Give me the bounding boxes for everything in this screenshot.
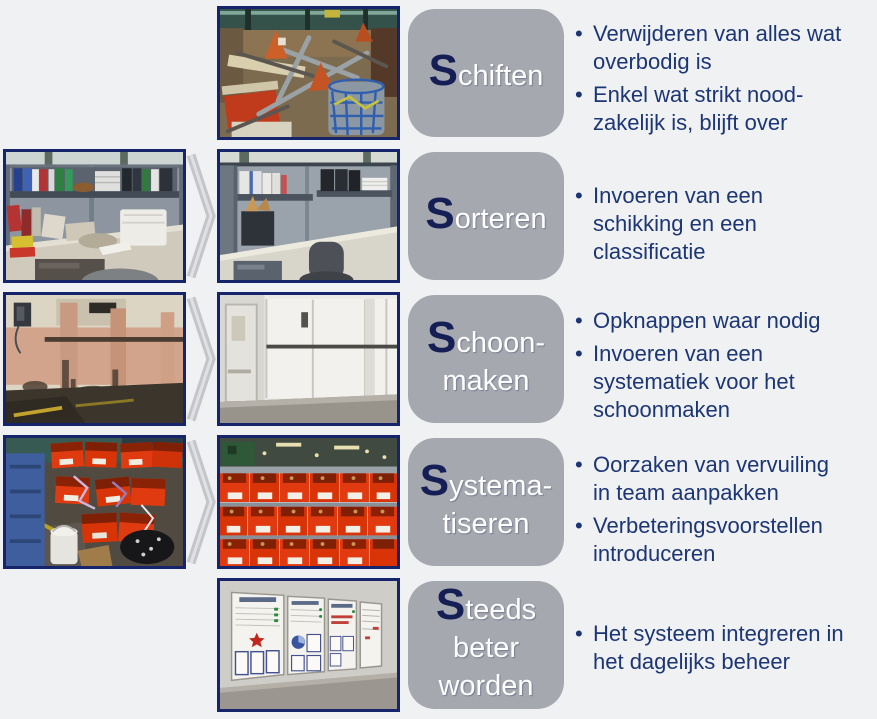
clean-wall-image bbox=[220, 295, 397, 423]
term-block-systematiseren bbox=[408, 438, 564, 566]
bullet-line: schikking en een bbox=[593, 211, 757, 236]
term-text: chiften bbox=[457, 59, 544, 92]
term-text: tiseren bbox=[442, 507, 530, 540]
term-text: choon- bbox=[456, 326, 546, 359]
information-boards-image bbox=[220, 581, 397, 709]
term-text: teeds bbox=[465, 593, 537, 626]
bullet-line: Opknappen waar nodig bbox=[593, 308, 821, 333]
photo-before-sorteren bbox=[3, 149, 186, 283]
term-block-schiften bbox=[408, 9, 564, 137]
bullet-list-sorteren bbox=[575, 182, 873, 271]
photo-before-systematiseren bbox=[3, 435, 186, 569]
bullet-line: Verbeteringsvoorstellen bbox=[593, 513, 823, 538]
term-line bbox=[425, 188, 547, 238]
term-initial: S bbox=[428, 45, 458, 95]
bullet-line: het dagelijks beheer bbox=[593, 649, 790, 674]
term-block-sorteren bbox=[408, 152, 564, 280]
term-line bbox=[428, 45, 544, 95]
bullet-line: Enkel wat strikt nood- bbox=[593, 82, 804, 107]
bullet-item bbox=[575, 81, 873, 137]
bullet-item bbox=[575, 620, 873, 676]
before-after-arrow-icon bbox=[185, 294, 216, 424]
photo-after-systematiseren bbox=[217, 435, 400, 569]
photo-after-steeds-beter-worden bbox=[217, 578, 400, 712]
bullet-item bbox=[575, 512, 873, 568]
organized-bins-image bbox=[220, 438, 397, 566]
term-line bbox=[426, 312, 546, 362]
photo-after-schoonmaken bbox=[217, 292, 400, 426]
bullet-dot: • bbox=[575, 183, 583, 208]
bullet-list-systematiseren bbox=[575, 451, 873, 573]
bullet-dot: • bbox=[575, 21, 583, 46]
bullet-list-steeds-beter-worden bbox=[575, 620, 873, 681]
term-line bbox=[435, 579, 537, 629]
bullet-line: schoonmaken bbox=[593, 397, 730, 422]
bullet-line: Invoeren van een bbox=[593, 183, 764, 208]
term-block-schoonmaken bbox=[408, 295, 564, 423]
bullet-line: Verwijderen van alles wat bbox=[593, 21, 842, 46]
photo-after-sorteren bbox=[217, 149, 400, 283]
photo-after-schiften bbox=[217, 6, 400, 140]
term-initial: S bbox=[419, 455, 450, 505]
cluttered-desk-image bbox=[6, 152, 183, 280]
bullet-line: zakelijk is, blijft over bbox=[593, 110, 788, 135]
term-text: beter bbox=[452, 631, 520, 664]
bullet-line: Oorzaken van vervuiling bbox=[593, 452, 830, 477]
scrap-container-image bbox=[220, 9, 397, 137]
bullet-item bbox=[575, 20, 873, 76]
bullet-item bbox=[575, 340, 873, 424]
term-initial: S bbox=[425, 188, 455, 238]
bullet-line: in team aanpakken bbox=[593, 480, 779, 505]
bullet-dot: • bbox=[575, 513, 583, 538]
term-text: worden bbox=[438, 669, 534, 702]
bullet-dot: • bbox=[575, 82, 583, 107]
bullet-line: Het systeem integreren in bbox=[593, 621, 844, 646]
term-text: orteren bbox=[454, 202, 547, 235]
bullet-dot: • bbox=[575, 341, 583, 366]
bullet-line: overbodig is bbox=[593, 49, 712, 74]
bullet-item bbox=[575, 182, 873, 266]
before-after-arrow-icon bbox=[185, 151, 216, 281]
photo-before-schoonmaken bbox=[3, 292, 186, 426]
bullet-dot: • bbox=[575, 452, 583, 477]
term-text: maken bbox=[442, 364, 530, 397]
term-block-steeds-beter-worden bbox=[408, 581, 564, 709]
bullet-line: systematiek voor het bbox=[593, 369, 795, 394]
bullet-dot: • bbox=[575, 308, 583, 333]
bullet-list-schoonmaken bbox=[575, 307, 873, 429]
messy-bins-image bbox=[6, 438, 183, 566]
bullet-line: introduceren bbox=[593, 541, 716, 566]
bullet-dot: • bbox=[575, 621, 583, 646]
term-text: ystema- bbox=[449, 469, 553, 502]
term-line bbox=[419, 455, 553, 505]
term-initial: S bbox=[426, 312, 457, 362]
term-initial: S bbox=[435, 579, 466, 629]
bullet-line: Invoeren van een bbox=[593, 341, 764, 366]
dirty-wall-image bbox=[6, 295, 183, 423]
before-after-arrow-icon bbox=[185, 437, 216, 567]
tidy-desk-image bbox=[220, 152, 397, 280]
bullet-list-schiften bbox=[575, 20, 873, 142]
bullet-line: classificatie bbox=[593, 239, 706, 264]
bullet-item bbox=[575, 307, 873, 335]
bullet-item bbox=[575, 451, 873, 507]
